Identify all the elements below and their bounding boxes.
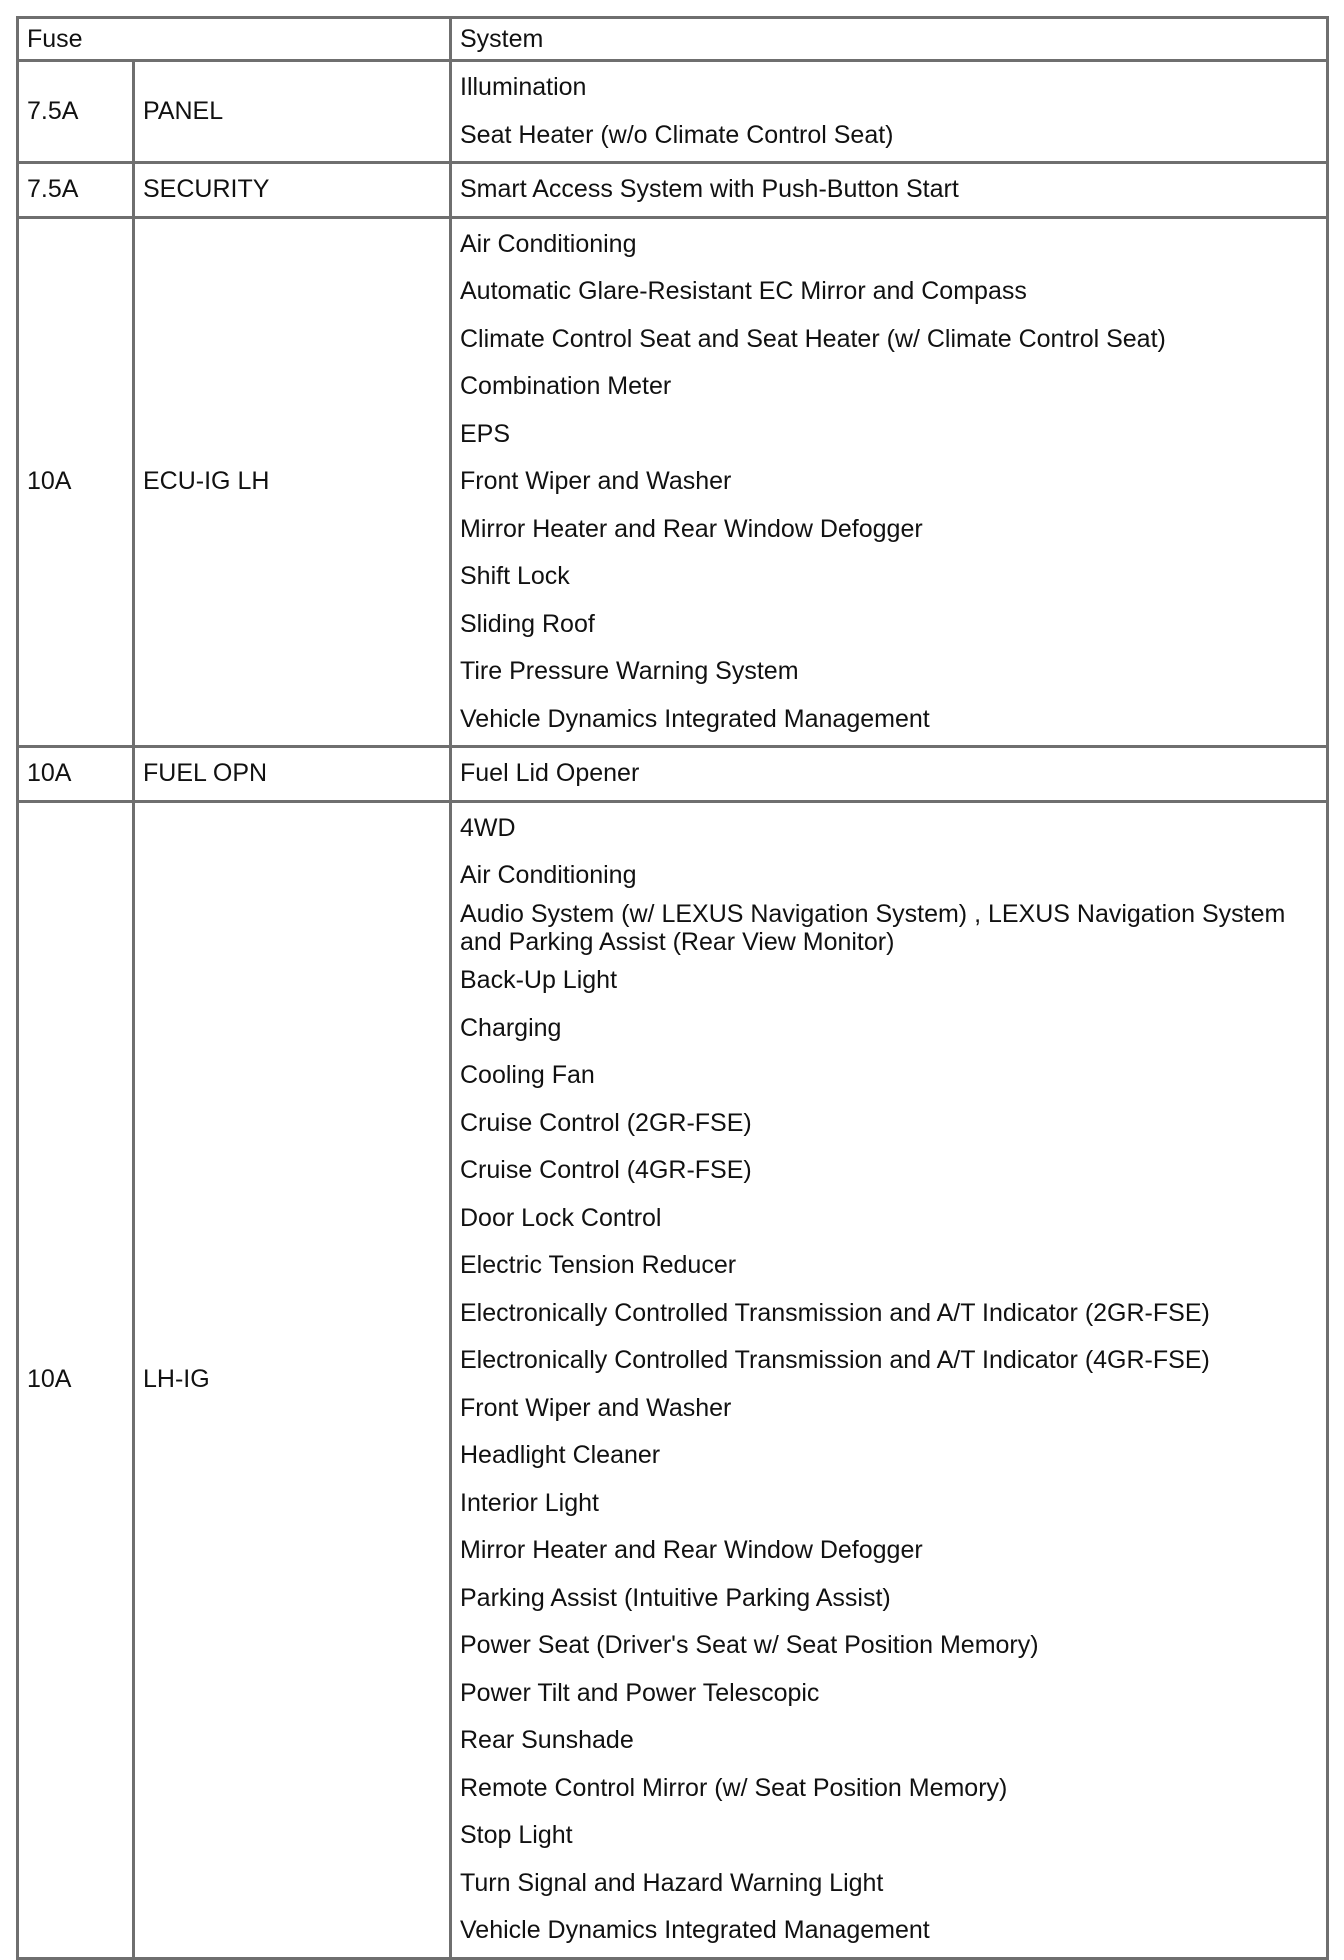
- system-item-label: Rear Sunshade: [460, 1726, 634, 1755]
- system-item: [460, 1765, 1318, 1813]
- system-item: [460, 1860, 1318, 1908]
- system-item: [460, 1432, 1318, 1480]
- system-item-label: Front Wiper and Washer: [460, 1393, 732, 1422]
- system-item-label: Electronically Controlled Transmission and A/T Indicator (2GR-FSE): [460, 1298, 1210, 1327]
- system-item: [460, 957, 1318, 1005]
- system-item: [460, 648, 1318, 696]
- table-row: [18, 747, 1328, 802]
- system-item: [460, 1385, 1318, 1433]
- system-item-label: Electronically Controlled Transmission and A/T Indicator (4GR-FSE): [460, 1346, 1210, 1375]
- system-item-label: Seat Heater (w/o Climate Control Seat): [460, 120, 894, 149]
- system-item-label: Back-Up Light: [460, 966, 618, 995]
- fuse-amperage-cell: 7.5A: [18, 61, 134, 163]
- system-item-label: Mirror Heater and Rear Window Defogger: [460, 514, 923, 543]
- system-list-cell: [451, 801, 1328, 1958]
- fuse-name-cell: PANEL: [134, 61, 451, 163]
- system-item: [460, 506, 1318, 554]
- table-body: [18, 61, 1328, 1959]
- system-item-label: Interior Light: [460, 1488, 599, 1517]
- system-item-label: Door Lock Control: [460, 1203, 662, 1232]
- system-item-label: Tire Pressure Warning System: [460, 657, 799, 686]
- system-item: [460, 1005, 1318, 1053]
- system-item-label: Climate Control Seat and Seat Heater (w/ Climate Control Seat): [460, 324, 1166, 353]
- system-item-label: Audio System (w/ LEXUS Navigation System) , LEXUS Navigation System and Parking Assist (Rear View Monitor): [460, 899, 1286, 957]
- system-item: [460, 221, 1318, 269]
- system-item-label: Front Wiper and Washer: [460, 467, 732, 496]
- system-item: [460, 458, 1318, 506]
- column-header-fuse: Fuse: [18, 18, 451, 61]
- system-item: [460, 852, 1318, 900]
- system-item: [460, 1527, 1318, 1575]
- system-item-label: Parking Assist (Intuitive Parking Assist): [460, 1583, 891, 1612]
- system-item-label: Mirror Heater and Rear Window Defogger: [460, 1536, 923, 1565]
- system-item: [460, 1480, 1318, 1528]
- fuse-amperage-cell: 10A: [18, 801, 134, 1958]
- system-item-label: Headlight Cleaner: [460, 1441, 661, 1470]
- system-list-cell: [451, 747, 1328, 802]
- system-item-label: Vehicle Dynamics Integrated Management: [460, 704, 930, 733]
- system-item: [460, 64, 1318, 112]
- system-item-label: Turn Signal and Hazard Warning Light: [460, 1868, 884, 1897]
- fuse-amperage-cell: 10A: [18, 747, 134, 802]
- system-item-label: Remote Control Mirror (w/ Seat Position Memory): [460, 1773, 1008, 1802]
- fuse-table: [16, 16, 1329, 1960]
- system-item-label: Sliding Roof: [460, 609, 595, 638]
- system-item: [460, 553, 1318, 601]
- system-item: [460, 900, 1318, 958]
- table-row: [18, 61, 1328, 163]
- fuse-amperage-cell: 7.5A: [18, 163, 134, 218]
- fuse-table-wrapper: [16, 16, 1326, 1960]
- system-item: [460, 411, 1318, 459]
- system-item-label: Cruise Control (4GR-FSE): [460, 1156, 752, 1185]
- system-item-label: 4WD: [460, 813, 516, 842]
- system-item: [460, 166, 1318, 214]
- system-item: [460, 1622, 1318, 1670]
- system-item-label: Electric Tension Reducer: [460, 1251, 737, 1280]
- system-item-label: EPS: [460, 419, 511, 448]
- system-item-label: Charging: [460, 1013, 562, 1042]
- system-item: [460, 1195, 1318, 1243]
- table-row: [18, 801, 1328, 1958]
- system-item-label: Stop Light: [460, 1821, 573, 1850]
- system-list-cell: [451, 61, 1328, 163]
- system-item-label: Power Tilt and Power Telescopic: [460, 1678, 820, 1707]
- system-item-label: Fuel Lid Opener: [460, 759, 640, 788]
- system-item: [460, 1907, 1318, 1955]
- system-item: [460, 1812, 1318, 1860]
- system-item: [460, 363, 1318, 411]
- table-header-row: [18, 18, 1328, 61]
- system-item-label: Illumination: [460, 73, 587, 102]
- fuse-name-cell: FUEL OPN: [134, 747, 451, 802]
- system-item-label: Cooling Fan: [460, 1061, 595, 1090]
- fuse-name-cell: LH-IG: [134, 801, 451, 1958]
- system-item: [460, 1242, 1318, 1290]
- system-item-label: Combination Meter: [460, 372, 672, 401]
- system-item: [460, 805, 1318, 853]
- system-item: [460, 1337, 1318, 1385]
- system-item-label: Vehicle Dynamics Integrated Management: [460, 1916, 930, 1945]
- system-item: [460, 316, 1318, 364]
- system-item: [460, 268, 1318, 316]
- system-item-label: Automatic Glare-Resistant EC Mirror and Compass: [460, 277, 1027, 306]
- column-header-system: System: [451, 18, 1328, 61]
- system-item: [460, 750, 1318, 798]
- system-item-label: Shift Lock: [460, 562, 570, 591]
- system-item-label: Power Seat (Driver's Seat w/ Seat Position Memory): [460, 1631, 1039, 1660]
- system-item: [460, 1100, 1318, 1148]
- system-item: [460, 1575, 1318, 1623]
- system-item-label: Cruise Control (2GR-FSE): [460, 1108, 752, 1137]
- fuse-name-cell: SECURITY: [134, 163, 451, 218]
- system-item: [460, 1670, 1318, 1718]
- system-item: [460, 1290, 1318, 1338]
- system-item-label: Air Conditioning: [460, 861, 637, 890]
- system-item: [460, 1147, 1318, 1195]
- table-row: [18, 163, 1328, 218]
- system-item-label: Air Conditioning: [460, 229, 637, 258]
- system-list-cell: [451, 217, 1328, 747]
- system-list-cell: [451, 163, 1328, 218]
- system-item: [460, 601, 1318, 649]
- system-item: [460, 696, 1318, 744]
- table-row: [18, 217, 1328, 747]
- fuse-name-cell: ECU-IG LH: [134, 217, 451, 747]
- fuse-amperage-cell: 10A: [18, 217, 134, 747]
- system-item: [460, 1717, 1318, 1765]
- system-item-label: Smart Access System with Push-Button Start: [460, 175, 959, 204]
- system-item: [460, 112, 1318, 160]
- system-item: [460, 1052, 1318, 1100]
